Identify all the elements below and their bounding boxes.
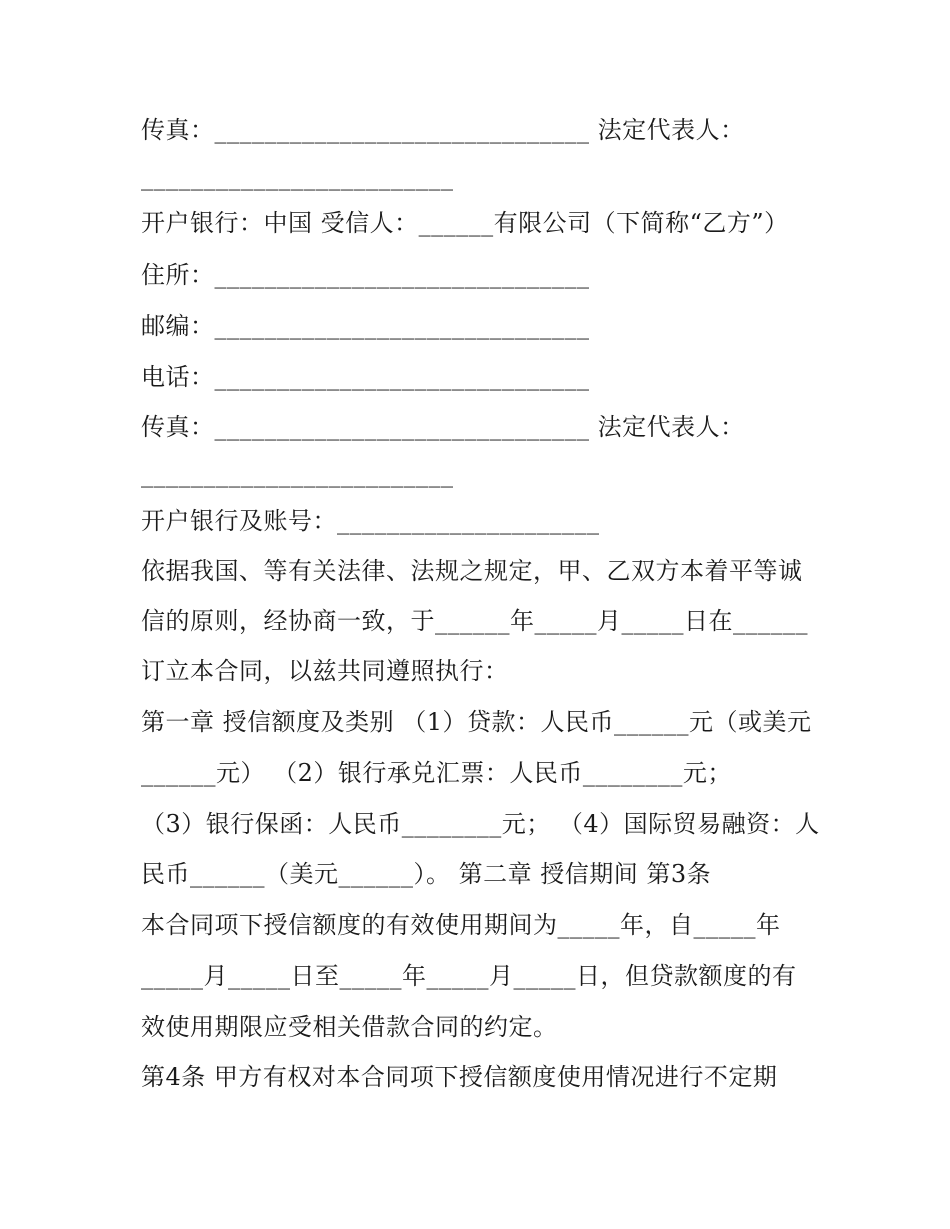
fax-label: 传真： [141,116,215,144]
address-line: 住所：______________________________ [141,261,590,289]
fax-line-2: 传真：______________________________ 法定代表人： [141,413,745,441]
paragraph-line: （3）银行保函：人民币________元； （4）国际贸易融资：人 [141,810,820,838]
fax-line [141,115,745,145]
paragraph-line: 民币______（美元______）。 第二章 授信期间 第3条 [141,860,712,888]
paragraph-line: 第4条 甲方有权对本合同项下授信额度使用情况进行不定期 [141,1063,778,1091]
phone-line: 电话：______________________________ [141,363,590,391]
bank-account-line: 开户银行及账号：_____________________ [141,507,600,535]
paragraph-line: _____月_____日至_____年_____月_____日，但贷款额度的有 [141,962,797,990]
legal-rep-label: 法定代表人： [589,116,745,144]
fax-blank: ______________________________ [214,116,590,144]
paragraph-line: ______元） （2）银行承兑汇票：人民币________元； [141,759,732,787]
bank-line: 开户银行：中国 受信人：______有限公司（下简称“乙方”） [141,209,789,237]
postcode-line: 邮编：______________________________ [141,312,590,340]
legal-rep-blank-2: _________________________ [141,460,454,488]
paragraph-line: 信的原则，经协商一致，于______年_____月_____日在______ [141,607,808,635]
paragraph-line: 订立本合同，以兹共同遵照执行： [141,657,509,685]
paragraph-line: 第一章 授信额度及类别 （1）贷款：人民币______元（或美元 [141,708,812,736]
paragraph-line: 效使用期限应受相关借款合同的约定。 [141,1013,558,1041]
paragraph-line: 本合同项下授信额度的有效使用期间为_____年，自_____年 [141,911,781,939]
legal-rep-blank: _________________________ [141,163,454,191]
paragraph-line: 依据我国、等有关法律、法规之规定，甲、乙双方本着平等诚 [141,557,803,585]
